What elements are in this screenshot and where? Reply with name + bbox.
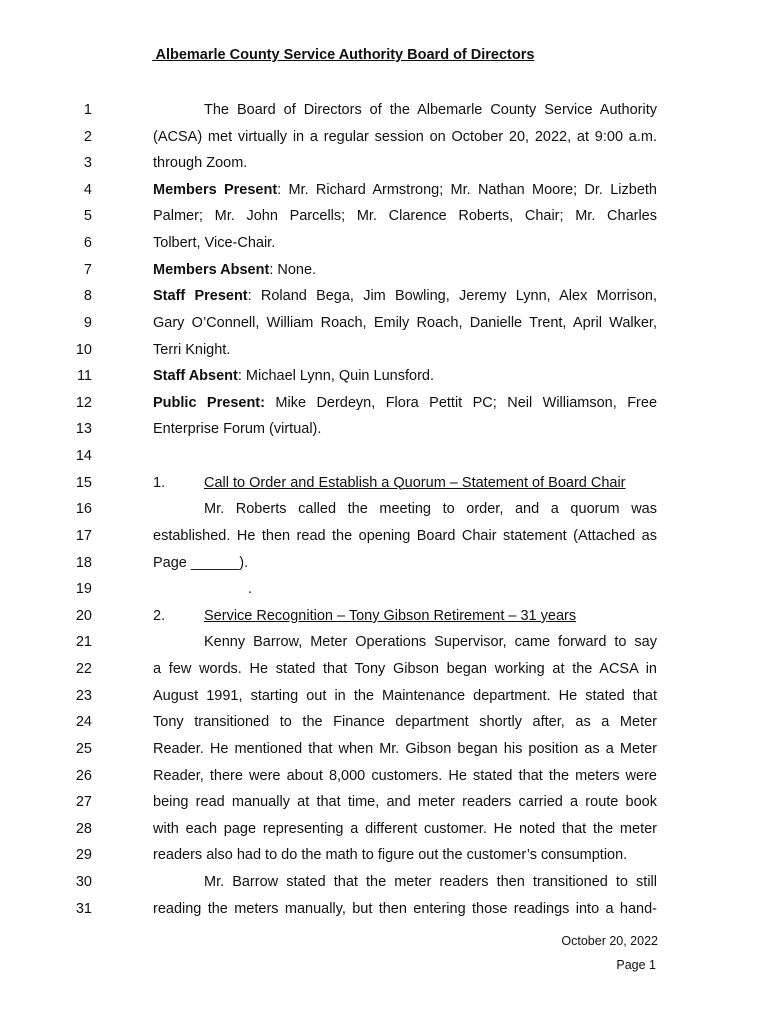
line-text — [153, 632, 657, 652]
line-body: reading the meters manually, but then entering those readings into a hand- — [153, 900, 657, 917]
field-label: Members Absent — [153, 261, 270, 278]
document-line — [0, 606, 770, 633]
document-line — [0, 686, 770, 713]
line-text — [153, 340, 657, 360]
document-line — [0, 473, 770, 500]
field-label: Members Present — [153, 181, 278, 198]
line-text — [153, 499, 657, 519]
line-number: 24 — [75, 714, 92, 731]
line-body: August 1991, starting out in the Maintenance department. He stated that — [153, 687, 657, 704]
line-number: 25 — [75, 740, 92, 757]
document-line — [0, 446, 770, 473]
document-line — [0, 180, 770, 207]
document-line — [0, 819, 770, 846]
document-line — [0, 499, 770, 526]
document-line — [0, 526, 770, 553]
document-line — [0, 579, 770, 606]
field-label: Staff Present — [153, 288, 248, 305]
line-number: 9 — [83, 314, 92, 331]
line-number: 2 — [83, 128, 92, 145]
line-number: 13 — [75, 421, 92, 438]
line-text — [153, 872, 657, 892]
line-text — [153, 260, 657, 280]
line-body: Reader. He mentioned that when Mr. Gibson began his position as a Meter — [153, 740, 657, 757]
line-text — [153, 366, 657, 386]
document-line — [0, 739, 770, 766]
line-number: 11 — [76, 368, 92, 385]
footer-date: October 20, 2022 — [561, 934, 658, 948]
line-text — [153, 686, 657, 706]
line-body: (ACSA) met virtually in a regular session on October 20, 2022, at 9:00 a.m. — [153, 128, 657, 145]
line-number: 5 — [83, 208, 92, 225]
line-text — [153, 899, 657, 919]
line-number: 16 — [75, 501, 92, 518]
line-number: 17 — [75, 527, 92, 544]
line-text — [153, 712, 657, 732]
document-line — [0, 233, 770, 260]
line-text — [153, 845, 657, 865]
line-body: : None. — [269, 261, 317, 278]
line-body: Mr. Roberts called the meeting to order, and a quorum was — [204, 501, 657, 518]
document-line — [0, 419, 770, 446]
line-number: 26 — [75, 767, 92, 784]
line-body: Terri Knight. — [153, 341, 231, 358]
line-text — [153, 659, 657, 679]
stray-period: . — [248, 581, 253, 598]
line-body: Page ______). — [153, 554, 249, 571]
line-body: Tolbert, Vice-Chair. — [153, 235, 276, 252]
line-text — [153, 233, 657, 253]
line-body: : Michael Lynn, Quin Lunsford. — [237, 368, 434, 385]
document-line — [0, 127, 770, 154]
line-body: Palmer; Mr. John Parcells; Mr. Clarence Roberts, Chair; Mr. Charles — [153, 208, 657, 225]
document-line — [0, 712, 770, 739]
line-text — [153, 206, 657, 226]
line-number: 7 — [83, 261, 92, 278]
document-line — [0, 100, 770, 127]
line-number: 10 — [75, 341, 92, 358]
document-title: Albemarle County Service Authority Board of Directors — [152, 47, 535, 63]
line-body: The Board of Directors of the Albemarle County Service Authority — [204, 102, 657, 118]
document-line — [0, 632, 770, 659]
document-line — [0, 553, 770, 580]
line-body: Enterprise Forum (virtual). — [153, 421, 322, 438]
line-text — [153, 766, 657, 786]
footer-page-number: Page 1 — [616, 958, 656, 972]
document-line — [0, 206, 770, 233]
document-line — [0, 153, 770, 180]
line-number: 23 — [75, 687, 92, 704]
field-label: Staff Absent — [153, 368, 238, 385]
line-body: Kenny Barrow, Meter Operations Supervisor, came forward to say — [204, 634, 657, 651]
line-number: 21 — [75, 634, 92, 651]
line-number: 27 — [75, 794, 92, 811]
line-number: 19 — [75, 581, 92, 598]
line-number: 28 — [75, 820, 92, 837]
line-number: 3 — [83, 155, 92, 172]
line-number: 4 — [83, 181, 92, 198]
line-text — [153, 739, 657, 759]
document-line — [0, 393, 770, 420]
line-number: 18 — [75, 554, 92, 571]
line-body: Tony transitioned to the Finance department shortly after, as a Meter — [153, 714, 657, 731]
line-text — [153, 393, 657, 413]
line-number: 8 — [83, 288, 92, 305]
line-body: established. He then read the opening Board Chair statement (Attached as — [153, 527, 657, 544]
line-text — [153, 313, 657, 333]
document-line — [0, 845, 770, 872]
line-text — [153, 153, 657, 173]
line-text — [153, 127, 657, 147]
line-text — [153, 792, 657, 812]
line-text — [153, 819, 657, 839]
line-number: 20 — [75, 607, 92, 624]
line-body: being read manually at that time, and meter readers carried a route book — [153, 794, 657, 811]
line-number: 31 — [75, 900, 92, 917]
document-line — [0, 260, 770, 287]
line-body: readers also had to do the math to figure out the customer’s consumption. — [153, 847, 628, 864]
document-line — [0, 766, 770, 793]
line-number: 29 — [75, 847, 92, 864]
line-body: Mr. Barrow stated that the meter readers then transitioned to still — [204, 873, 657, 890]
line-body: a few words. He stated that Tony Gibson began working at the ACSA in — [153, 661, 657, 678]
section-heading: Service Recognition – Tony Gibson Retirement – 31 years — [204, 607, 577, 624]
document-line — [0, 659, 770, 686]
line-body: with each page representing a different customer. He noted that the meter — [153, 820, 657, 837]
line-number: 12 — [75, 394, 92, 411]
document-line — [0, 366, 770, 393]
line-text — [153, 419, 657, 439]
line-body: : Roland Bega, Jim Bowling, Jeremy Lynn, Alex Morrison, — [247, 288, 657, 305]
line-body: through Zoom. — [153, 155, 248, 172]
line-number: 22 — [75, 661, 92, 678]
line-number: 1 — [83, 102, 92, 118]
section-number: 1. — [153, 474, 166, 491]
line-body: : Mr. Richard Armstrong; Mr. Nathan Moore; Dr. Lizbeth — [277, 181, 657, 198]
line-text — [153, 526, 657, 546]
document-line — [0, 792, 770, 819]
field-label: Public Present: — [153, 394, 265, 411]
document-line — [0, 286, 770, 313]
line-number: 15 — [75, 474, 92, 491]
line-text — [153, 286, 657, 306]
section-number: 2. — [153, 607, 166, 624]
document-line — [0, 340, 770, 367]
section-heading: Call to Order and Establish a Quorum – Statement of Board Chair — [204, 474, 626, 491]
document-line — [0, 899, 770, 926]
line-body: Reader, there were about 8,000 customers. He stated that the meters were — [153, 767, 657, 784]
line-number: 6 — [83, 235, 92, 252]
line-body: Mike Derdeyn, Flora Pettit PC; Neil Williamson, Free — [264, 394, 658, 411]
document-line — [0, 872, 770, 899]
line-text — [153, 180, 657, 200]
line-text — [153, 100, 657, 120]
line-number: 30 — [75, 873, 92, 890]
line-text — [153, 553, 657, 573]
line-number: 14 — [75, 448, 92, 465]
line-body: Gary O’Connell, William Roach, Emily Roach, Danielle Trent, April Walker, — [153, 314, 657, 331]
document-line — [0, 313, 770, 340]
